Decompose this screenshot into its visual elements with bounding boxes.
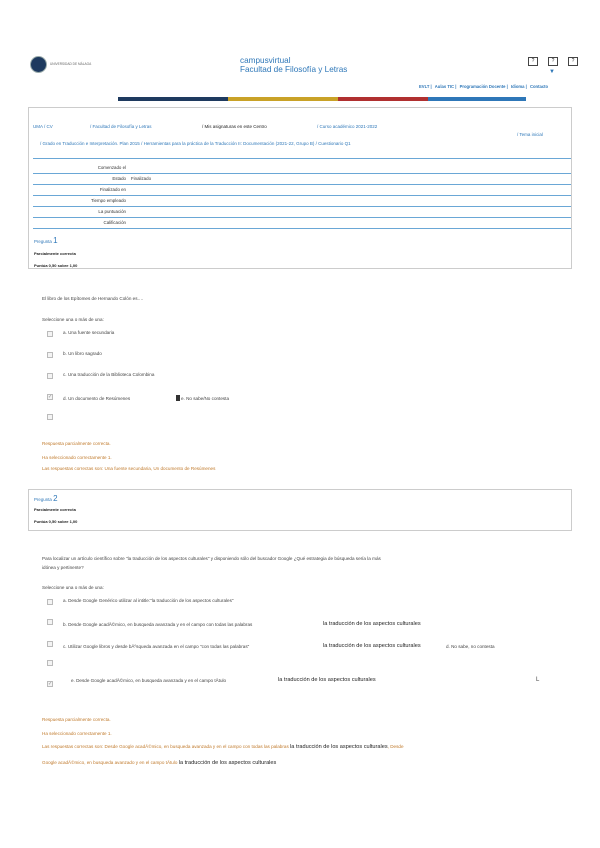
option-c-phrase: la traducción de los aspectos culturales xyxy=(323,643,421,649)
question-2-status: Parcialmente correcta xyxy=(34,507,76,512)
question-1-label xyxy=(34,236,58,245)
link-evlt[interactable]: EVLT | xyxy=(419,84,432,89)
option-checkbox[interactable] xyxy=(47,331,53,337)
link-programacion[interactable]: Programación Docente | xyxy=(459,84,508,89)
option-b-label: b. Desde Google acadÃ©mico, en busqueda avanzada y en el campo con todas las palabras xyxy=(63,622,253,627)
logo-emblem-icon xyxy=(30,56,47,73)
breadcrumb-uma[interactable]: UMA / CV xyxy=(33,124,53,129)
breadcrumb-asignaturas[interactable]: / Mis asignaturas en este Centro xyxy=(202,124,267,129)
option-checkbox[interactable] xyxy=(47,414,53,420)
summary-label: Finalizado en xyxy=(99,187,126,192)
feedback-general: Respuesta parcialmente correcta. xyxy=(42,717,111,722)
feedback-correct-answers-cont xyxy=(42,760,276,766)
question-1-prompt: El libro de los Epítomes de Hernando Colón es…. xyxy=(42,296,144,301)
question-number: 1 xyxy=(53,236,58,245)
site-title-line2: Facultad de Filosofía y Letras xyxy=(240,65,348,74)
question-label-text: Pregunta xyxy=(34,497,52,502)
help-icon[interactable]: ? xyxy=(528,57,538,66)
option-e-phrase: la traducción de los aspectos culturales xyxy=(278,677,376,683)
summary-row xyxy=(33,185,571,196)
feedback-part: , Desde xyxy=(387,744,404,749)
option-c-label: c. Una traducción de la Biblioteca Colombina xyxy=(63,372,155,377)
summary-row xyxy=(33,163,571,174)
summary-label: Calificación xyxy=(103,220,126,225)
feedback-correct-answers xyxy=(42,744,404,750)
feedback-phrase: la traducción de los aspectos culturales xyxy=(290,744,388,750)
feedback-part: Las respuestas correctas son: Desde Google acadÃ©mico, en busqueda avanzada y en el campo con todas las palabras xyxy=(42,744,289,749)
question-1-status: Parcialmente correcta xyxy=(34,251,76,256)
color-bar-4 xyxy=(428,97,526,101)
summary-divider xyxy=(33,158,571,159)
settings-icon[interactable]: ? xyxy=(568,57,578,66)
question-2-instruction: Seleccione una o más de una: xyxy=(42,585,104,590)
option-c-label: c. Utilizar Google libros y desde bÃºsqueda avanzada en el campo "con todas las palabras" xyxy=(63,644,250,649)
feedback-part: Google acadÃ©mico, en busqueda avanzado y en el campo tÃtulo xyxy=(42,760,178,765)
color-bar-3 xyxy=(338,97,428,101)
link-idioma[interactable]: Idioma | xyxy=(510,84,527,89)
side-marker: L xyxy=(536,677,540,683)
option-e-label: e. No sabe/No contesta xyxy=(181,396,230,401)
question-number: 2 xyxy=(53,494,58,503)
option-b-phrase: la traducción de los aspectos culturales xyxy=(323,621,421,627)
breadcrumb-curso[interactable]: / Curso académico 2021-2022 xyxy=(317,124,378,129)
summary-row xyxy=(33,174,571,185)
option-checkbox[interactable] xyxy=(47,599,53,605)
question-2-label xyxy=(34,494,58,503)
university-logo[interactable] xyxy=(30,55,92,73)
summary-label: Estado xyxy=(112,176,126,181)
question-2-score: Puntúa 0,50 sobre 1,00 xyxy=(34,519,78,524)
summary-value: Finalizado xyxy=(131,176,152,181)
user-icon[interactable]: ? xyxy=(548,57,558,66)
option-e-label: e. Desde Google acadÃ©mico, en busqueda avanzada y en el campo tÃtulo xyxy=(71,678,227,683)
feedback-phrase: la traducción de los aspectos culturales xyxy=(178,760,277,766)
question-label-text: Pregunta xyxy=(34,239,52,244)
breadcrumb-course-path[interactable]: / Grado en Traducción e Interpretación. Plan 2015 / Herramientas para la práctica de la Traducción II: Documentación (2021-22, Grupo B) / Cuestionario Q1 xyxy=(40,141,351,146)
summary-label: La puntuación xyxy=(98,209,126,214)
option-checkbox[interactable] xyxy=(47,660,53,666)
summary-row xyxy=(33,196,571,207)
option-d-label: d. No sabe, no contesta xyxy=(446,644,495,649)
site-title-line1: campusvirtual xyxy=(240,56,291,65)
top-links xyxy=(419,84,550,89)
chevron-down-icon[interactable]: ▼ xyxy=(549,69,555,75)
breadcrumb-tema-inicial[interactable]: / Tema inicial xyxy=(517,132,543,137)
option-b-label: b. Un libro sagrado xyxy=(63,351,102,356)
feedback-selected: Ha seleccionado correctamente 1. xyxy=(42,731,112,736)
option-checkbox-checked[interactable]: ✓ xyxy=(48,681,53,687)
link-aulas-tic[interactable]: Aulas TIC | xyxy=(434,84,457,89)
link-contacto[interactable]: Contacto xyxy=(529,84,549,89)
option-d-label: d. Un documento de Resúmenes xyxy=(63,396,131,401)
option-checkbox[interactable] xyxy=(47,619,53,625)
color-bar-2 xyxy=(228,97,338,101)
feedback-selected: Ha seleccionado correctamente 1. xyxy=(42,455,112,460)
option-checkbox-checked[interactable]: ✓ xyxy=(48,394,53,400)
option-a-label: a. Desde Google Genérico utilizar al intitle:"la traducción de los aspectos culturales" xyxy=(63,598,234,603)
summary-label: Comenzado el xyxy=(97,165,126,170)
option-checkbox[interactable] xyxy=(47,373,53,379)
breadcrumb-facultad[interactable]: / Facultad de Filosofía y Letras xyxy=(90,124,152,129)
question-1-instruction: Seleccione una o más de una: xyxy=(42,317,104,322)
feedback-correct-answers: Las respuestas correctas son: Una fuente secundaria, Un documento de Resúmenes xyxy=(42,466,216,471)
color-bar-1 xyxy=(118,97,228,101)
site-title[interactable] xyxy=(240,56,347,74)
question-1-score: Puntúa 0,50 sobre 1,00 xyxy=(34,263,78,268)
logo-text: UNIVERSIDAD DE MÁLAGA xyxy=(50,62,92,66)
question-2-prompt-line2: idónea y pertinente? xyxy=(42,565,84,570)
feedback-general: Respuesta parcialmente correcta. xyxy=(42,441,111,446)
summary-row xyxy=(33,207,571,218)
summary-row xyxy=(33,218,571,229)
question-2-info-box xyxy=(28,489,572,531)
option-a-label: a. Una fuente secundaria xyxy=(63,330,115,335)
option-checkbox[interactable] xyxy=(47,352,53,358)
summary-label: Tiempo empleado xyxy=(91,198,126,203)
header-icons xyxy=(528,57,578,66)
radio-marker-icon xyxy=(176,395,180,401)
option-checkbox[interactable] xyxy=(47,641,53,647)
question-2-prompt-line1: Para localizar un artículo científico sobre "la traducción de los aspectos culturales" y disponiendo sólo del buscador Google ¿Qué estrategia de búsqueda sería la más xyxy=(42,556,381,561)
